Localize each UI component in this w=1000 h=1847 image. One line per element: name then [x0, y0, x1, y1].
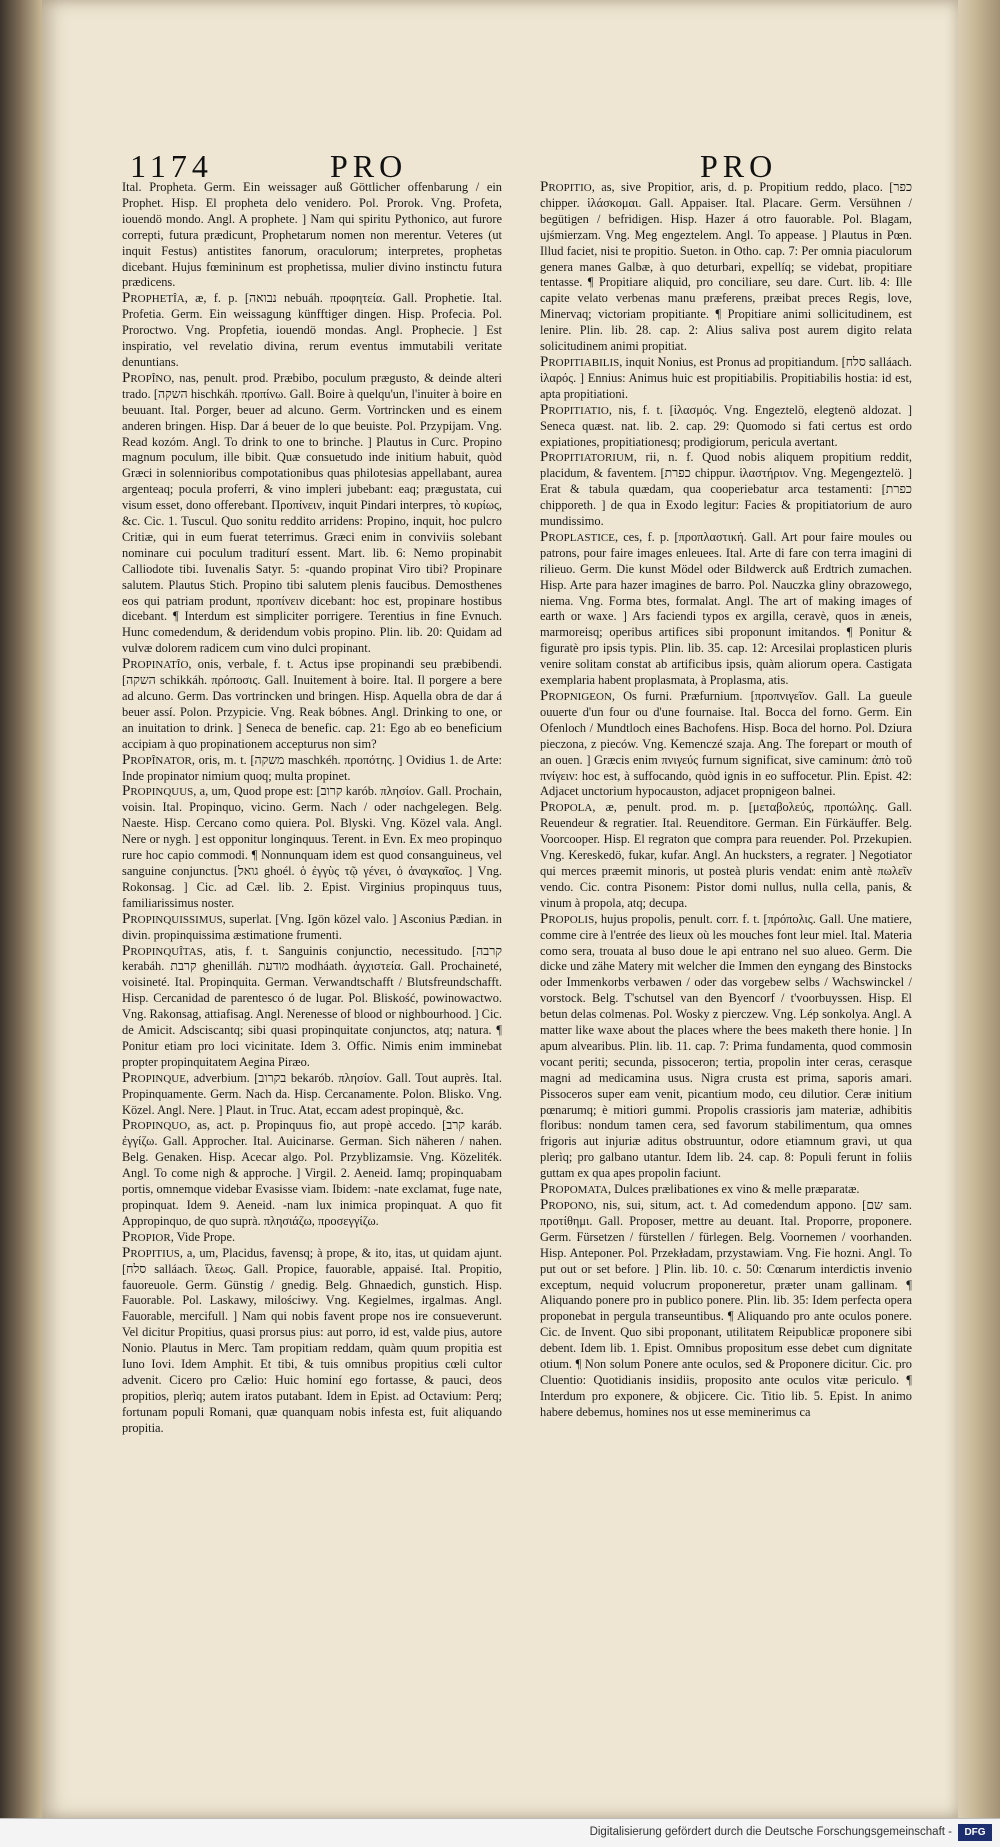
entry-text: , oris, m. t. [משקה maschkéh. προπότης. ] Ovidius 1. de Arte: Inde propinator nimium quoq; multa propinet.	[122, 752, 502, 783]
entry-headword: Propinquo	[122, 1117, 188, 1134]
entry-headword: Propior	[122, 1228, 171, 1245]
entry-headword: Propono	[540, 1197, 594, 1213]
entry-text: , æ, penult. prod. m. p. [μεταβολεύς, προπώλης. Gall. Reuendeur & regratier. Ital. Reuenditore. German. Ein Fürkäuffer. Belg. Voorcooper. Hisp. El regraton que compra para reuender. Pol. Przekupien. Vng. Kereskedö, fukar, kufar. Angl. An hucksters, a regrater. ] Negotiator qui merces præemit minoris, ut posteà pluris vendat: enim antè πωλεῖν vendo. Cic. contra Pisonem: Pistor domi nullus, nulla cella, panis, & vinum à propola, atq; decupa.	[540, 800, 912, 910]
entry-text: , nas, penult. prod. Præbibo, poculum prægusto, & deinde alteri trado. [השקה hischkáh. προπίνω. Gall. Boire à quelqu'un, l'inuiter à boire en beuuant. Ital. Porger, beuer ad alcuno. Germ. Vortrincken und es einem anderen bringen. Hisp. Dar á beuer de lo que beuiste. Pol. Przypijam. Vng. Read kozóm. Angl. To drink to one to brinche. ] Plautus in Curc. Propino magnum poculum, ille bibit. Quæ consuetudo inde initium habuit, quòd Græci in solennioribus compotationibus quas philotesias appellabant, aurea argenteaq; pocula proferri, & vino impleri jubebant: eaq; prægustata, cui visum esset, dono offerebant. Προπίνειν, inquit Pindari interpres, τὸ κυρίως, &c. Cic. 1. Tuscul. Quo sonitu reddito arridens: Propino, inquit, hoc pulcro Critiæ, qui in eum fuerat teterrimus. Græci enim in conviviis solebant nominare cui poculum traditurí essent. Mart. lib. 6: Nemo propinabit Calliodote tibi. Iuvenalis Satyr. 5: -quando propinat Viro tibi? Propinare salutem. Plautus Stich. Propino tibi salutem plenis faucibus. Demosthenes eos qui patriam produnt, προπίνειν dicebant: hoc est, propinare hostibus dicebant. ¶ Interdum est simpliciter porrigere. Terentius in fine Evnuch. Hunc comedendum, & deridendum vobis propino. Plin. lib. 20: Quidam ad vulvæ dolorem radicem cum vino dulci propinant.	[122, 370, 503, 656]
dfg-logo: DFG	[958, 1824, 992, 1841]
entry-text: , nis, sui, situm, act. t. Ad comedendum appono. [שם sam. προτίθημι. Gall. Proposer, mettre au deuant. Ital. Proporre, proponere. Germ. Fürsetzen / fürstellen / fürlegen. Belg. Voornemen / voorhanden. Hisp. Anteponer. Pol. Przekładam, przystawiam. Vng. Fie hozni. Angl. To put out or set before. ] Plin. lib. 10. c. 50: Cœnarum interdictis invenio exceptum, nequid volucrum proponeretur, præter unam gallinam. ¶ Aliquando ponere pro in publico ponere. Plin. lib. 35: Idem perfecta opera proponebat in pergula transeuntibus. ¶ Aliquando pro ante oculos ponere. Cic. de Invent. Quo sibi proponant, utilitatem Reipublicæ proponere sibi debent. Idem lib. 1. Epist. Omnibus propositum esse debet cum dignitate otium. ¶ Non solum Ponere ante oculos, sed & Proponere dicitur. Cic. pro Cluentio: Quotidianis insidiis, proposito ante oculos vitæ periculo. ¶ Interdum pro exponere, & objicere. Cic. Titio lib. 5. Epist. In animo habere debemus, homines nos ut esse meminerimus ca	[540, 1198, 912, 1419]
entry-text: , rii, n. f. Quod nobis aliquem propitium reddit, placidum, & faventem. [כפרת chippur. ἱλαστήριον. Vng. Megengeztelö. ] Erat & tabula quædam, qua cooperiebatur arca testamenti: [כפרת chipporeth. ] de qua in Exodo legitur: Facies & propitiatorium de auro mundissimo.	[540, 450, 912, 529]
entry-headword: Propnigeon	[540, 688, 612, 704]
dictionary-entry	[540, 180, 912, 355]
entry-headword: Propola	[540, 799, 593, 816]
entry-text: , superlat. [Vng. Igön közel valo. ] Asconius Pædian. in divin. propinquissima æstimatione frumenti.	[122, 911, 502, 942]
entry-text: , as, act. p. Propinquus fio, aut propè accedo. [קרב karáb. ἐγγίζω. Gall. Approcher. Ital. Auicinarse. German. Sich näheren / nahen. Belg. Genaken. Hisp. Acecar algo. Pol. Przyblizamsie. Vng. Közeliték. Angl. To come nigh & approche. ] Virgil. 2. Aeneid. Iamq; propinquabam portis, omnemque videbar Evasisse viam. Ibidem: -nate exclamat, fuge nate, propinquat. Idem 9. Aeneid. -nam lux inimica propinquat. A quo fit Appropinquo, de quo suprà. πλησιάζω, προσεγγίζω.	[122, 1118, 502, 1228]
dictionary-entry	[122, 291, 502, 371]
right-column	[540, 180, 912, 1421]
entry-headword: Propinque	[122, 1069, 186, 1086]
entry-headword: Propolis	[540, 910, 595, 927]
dictionary-entry	[122, 1118, 502, 1229]
dictionary-entry	[540, 800, 912, 911]
entry-text: , Os furni. Præfurnium. [προπνιγεῖον. Gall. La gueule ouuerte d'un four ou d'une fournaise. Ital. Bocca del forno. Germ. Ein Ofenloch / Mundtloch eines Bachofens. Hisp. Boca del horno. Pol. Dziura pieczona, z pieców. Vng. Kemenczé szaja. Ang. The forepart or mouth of an ouen. ] Græcis enim πνιγεύς furnum significat, sive caminum: ἀπὸ τοῦ πνίγειν: hoc est, à suffocando, quòd ignis in eo suffocetur. Plin. Epist. 42: Adjacet unctorium hypocauston, adjacet propnigeon balnei.	[540, 689, 912, 799]
entry-text: , atis, f. t. Sanguinis conjunctio, necessitudo. [קרבה kerabáh. קרבת ghenilláh. מודעת modháath. ἀγχιστεία. Gall. Prochaineté, voisineté. Ital. Propinquita. German. Verwandtschafft / Blutsfreundschafft. Hisp. Cercanidad de parentesco ó de lugar. Pol. Bliskość, powinowactwo. Vng. Rakonsag, attiafisag. Angl. Nerenesse of blood or nighbourhood. ] Cic. de Amicit. Adsciscantq; sibi quasi propinquitate conjunctos, atq; natura. ¶ Ponitur etiam pro loci vicinitate. Idem 3. Offic. Nimis enim imminebat propter propinquitatem Aegina Piræo.	[122, 943, 503, 1069]
dictionary-entry	[540, 403, 912, 451]
dictionary-entry	[540, 1198, 912, 1421]
book-gutter	[0, 0, 42, 1846]
entry-text: , a, um, Placidus, favensq; à prope, & ito, itas, ut quidam ajunt. [סלח salláach. ἵλεως. Gall. Propice, fauorable, appaisé. Ital. Propitio, fauoreuole. Germ. Günstig / gnedig. Belg. Ghnaedich, gunstich. Hisp. Fauorable. Pol. Laskawy, milościwy. Vng. Kegielmes, irgalmas. Angl. Fauorable, mercifull. ] Nam qui nobis favent prope nos ire consueverunt. Vel dicitur Propitius, quasi prorsus pius: aut porro, id est, valde pius, autore Nonio. Plautus in Merc. Tam propitiam reddam, quàm quum propitia est Iuno Iovi. Idem Amphit. Et tibi, & tuis omnibus propitius cœli cultor advenit. Cicero pro Cælio: Huic hominí ego fortasse, & pauci, deos propitios, plerìq; autem iratos putabant. Idem in Epist. ad Octavium: Perq; fortunam populi Romani, quæ quanquam nobis infesta est, fuit aliquando propitia.	[122, 1245, 502, 1435]
entry-headword: Propitiatio	[540, 401, 609, 418]
dictionary-entry	[122, 912, 502, 944]
entry-text: , adverbium. [בקרוב bekarób. πλησίον. Gall. Tout auprès. Ital. Propinquamente. Germ. Nach da. Hisp. Cercanamente. Polon. Blisko. Vng. Közel. Angl. Nere. ] Plaut. in Truc. Atat, eccam adest propinquè, &c.	[122, 1070, 502, 1117]
left-column	[122, 180, 502, 1437]
dictionary-entry	[122, 371, 502, 657]
entry-headword: Propitiatorium	[540, 449, 634, 466]
entry-headword: Propinatîo	[122, 656, 189, 673]
entry-text: , as, sive Propitior, aris, d. p. Propitium reddo, placo. [כפר chipper. ἱλάσκομαι. Gall. Appaiser. Ital. Placare. Germ. Versühnen / begütigen / befridigen. Hisp. Hazer á otro fauorable. Pol. Blagam, ujśmierzam. Vng. Meg engeztelem. Angl. To appease. ] Plautus in Pœn. Illud faciet, nisi te propitio. Sueton. in Otho. cap. 7: Per omnia piaculorum genera manes Galbæ, à quo deturbari, expellíq; se videbat, propitiare tentasse. ¶ Propitiare aliquid, pro conciliare, seu dare. Curt. lib. 4: Ille capite velato verbenas manu præferens, præibat preces Regis, love, Minervaq; victoriam propitiante. ¶ Propitiare animi sollicitudinem, est lenire. Plin. lib. 28. cap. 2: Alius saliva post aurem digito relata solicitudinem animi propitiat.	[540, 180, 912, 354]
dictionary-entry	[122, 180, 502, 291]
entry-text: , Vide Prope.	[170, 1229, 236, 1244]
footer-credit: Digitalisierung gefördert durch die Deutsche Forschungsgemeinschaft -	[589, 1826, 952, 1838]
entry-headword: Propitius	[122, 1244, 180, 1261]
entry-text: , hujus propolis, penult. corr. f. t. [πρόπολις. Gall. Une matiere, comme cire à l'entrée des lieux où les mouches font leur miel. Ital. Materia como sera, trouata al buso doue le api entrano nel suo alueo. Germ. Die dicke und zähe Matery mit welcher die Immen den eyngang des Binstocks oder Immenkorbs verbawen / oder das vorgebew selbs / Wachswinckel / vorstock. Belg. T'schutsel van den Byencorf / t'voorbuyssen. Hisp. El betun delas colmenas. Pol. Wosky z pierczew. Vng. Lép sonkolya. Angl. A matter like waxe about the places where the bees maketh there honie. ] In apum alvearibus. Plin. lib. 11. cap. 7: Prima fundamenta, quod commosin vocant periti; secunda, pissoceron; tertia, propolin inter ceras, cerasque magni ad medicamina usus. Nigra crusta est prima, saporis amari. Pissoceros super eam venit, picantium modo, ceu dilutior. Ceræ initium pœnarumq; è mitiori gummi. Propolis crassioris jam materiæ, adhibitis floribus: nondum tamen cera, sed favorum stabilimentum, qua omnes frigoris aut injuriæ aditus obstruuntur, odore etiamnum gravi, ut qua plerìq; pro galbano utantur. Idem lib. 24. cap. 8: Populi ferunt in foliis guttam ex qua apes propolin faciunt.	[540, 911, 912, 1181]
dictionary-entry	[122, 657, 502, 752]
page-number: 1174	[130, 148, 213, 184]
left-running-head: PRO	[330, 148, 408, 184]
entry-text: , æ, f. p. [נבואה nebuáh. προφητεία. Gall. Prophetie. Ital. Profetia. Germ. Ein weissagung künfftiger dingen. Hisp. Profecia. Pol. Proroctwo. Vng. Propfetia, iouendö mondas. Angl. Prophecie. ] Est inspiratio, vel revelatio divina, rerum eventus immutabili veritate denuntians.	[122, 291, 502, 369]
digitization-footer	[0, 1818, 1000, 1847]
dictionary-entry	[540, 689, 912, 800]
entry-headword: Propinquissimus	[122, 910, 223, 927]
entry-text: , ces, f. p. [προπλαστική. Gall. Art pour faire moules ou patrons, pour faire images enleuees. Ital. Arte di fare con terra imagini di rilieuo. Germ. Die kunst Mödel oder Bildwerck auß Erdtrich zumachen. Hisp. Arte para hazer imagines de barro. Pol. Nauczka gliny obrazowego, niema. Vng. Forma btes, formalat. Angl. The art of making images of earth or waxe. ] Ars faciendi typos ex argilla, ceravè, quos in æneis, marmoreisq; operibus artifices sibi proponunt imitandos. ¶ Ponitur & figuratè pro ipsis typis. Plin. lib. 35. cap. 12: Arcesilai proplasticen pluris venire solitam constat ab artificibus ipsis, quàm aliorum opera. Castigata exemplaria habent proplasmata, à Proplasma, atis.	[540, 529, 912, 688]
dictionary-entry	[122, 944, 502, 1071]
dictionary-entry	[540, 912, 912, 1182]
entry-headword: Propinquîtas	[122, 942, 203, 959]
entry-headword: Propîno	[122, 369, 172, 386]
entry-headword: Prophetîa	[122, 290, 185, 307]
dictionary-entry	[122, 753, 502, 785]
entry-text: , inquit Nonius, est Pronus ad propitiandum. [סלח salláach. ἱλαρός. ] Ennius: Animus huic est propitiabilis. Propitiabilis hostia: id est, apta propitiationi.	[540, 354, 912, 401]
dictionary-entry	[122, 1071, 502, 1119]
entry-headword: Proplastice	[540, 528, 615, 545]
entry-headword: Propitio	[540, 179, 592, 195]
entry-headword: Propitiabilis	[540, 353, 620, 370]
dictionary-entry	[122, 1246, 502, 1437]
dictionary-entry	[122, 784, 502, 911]
entry-headword: Propinquus	[122, 783, 194, 800]
page-edge	[958, 0, 1000, 1818]
entry-text: , Dulces prælibationes ex vino & melle præparatæ.	[607, 1182, 860, 1197]
dictionary-entry	[540, 450, 912, 530]
dictionary-entry	[540, 530, 912, 689]
entry-text: , nis, f. t. [ἱλασμός. Vng. Engeztelö, elegtenö aldozat. ] Seneca quæst. nat. lib. 2. cap. 29: Quomodo si fati certus est ordo expiationes, propitiationesq; prodigiorum, pericula avertant.	[540, 402, 912, 449]
entry-headword: Propînator	[122, 751, 192, 768]
entry-text: , onis, verbale, f. t. Actus ipse propinandi seu præbibendi. [השקה schikkáh. πρόποσις. Gall. Inuitement à boire. Ital. Il porgere a bere ad alcuno. Germ. Das vortrincken und bringen. Hisp. Aquella obra de dar á beuer assí. Polon. Przypicie. Vng. Reak bóbnes. Angl. Drinking to one, or an inuitation to drink. ] Seneca de benefic. cap. 21: Ego ab eo beneficium accipiam à quo propinationem accepturus non sim?	[122, 657, 502, 751]
dictionary-entry	[540, 355, 912, 403]
entry-headword: Propomata	[540, 1181, 608, 1198]
entry-text: Ital. Propheta. Germ. Ein weissager auß Göttlicher offenbarung / ein Prophet. Hisp. El propheta delo venidero. Pol. Prorok. Vng. Profeta, iouendö mondo. Angl. A prophete. ] Nam qui spiritu Pythonico, aut furore correpti, futura prædicunt, Prophetarum nomen non merentur. Veteres (ut inquit Festus) antistites fanorum, oraculorum; interpretes, prophetas dicebant. Hujus fœmininum est prophetissa, mulier divino instinctu futura prædicens.	[122, 180, 502, 290]
dictionary-entry	[122, 1230, 502, 1246]
entry-text: , a, um, Quod prope est: [קרוב karób. πλησίον. Gall. Prochain, voisin. Ital. Propinquo, vicino. Germ. Nach / oder nachgelegen. Belg. Naeste. Hisp. Cercano como quiera. Pol. Blyski. Vng. Közel vala. Angl. Nere or nygh. ] est opponitur longinquus. Terent. in Evn. Ex meo propinquo rure hoc capio commodi. ¶ Nonnunquam idem est quod consanguineus, vel sanguine conjunctus. [גואל ghoél. ὁ ἐγγὺς τῷ γένει, ὁ ἀναγκαῖος. ] Vng. Rokonsag. ] Cic. ad Cæl. lib. 2. Epist. Virginius propinquus tuus, familiarissimus noster.	[122, 784, 502, 910]
dictionary-entry	[540, 1182, 912, 1198]
right-running-head: PRO	[700, 148, 778, 184]
